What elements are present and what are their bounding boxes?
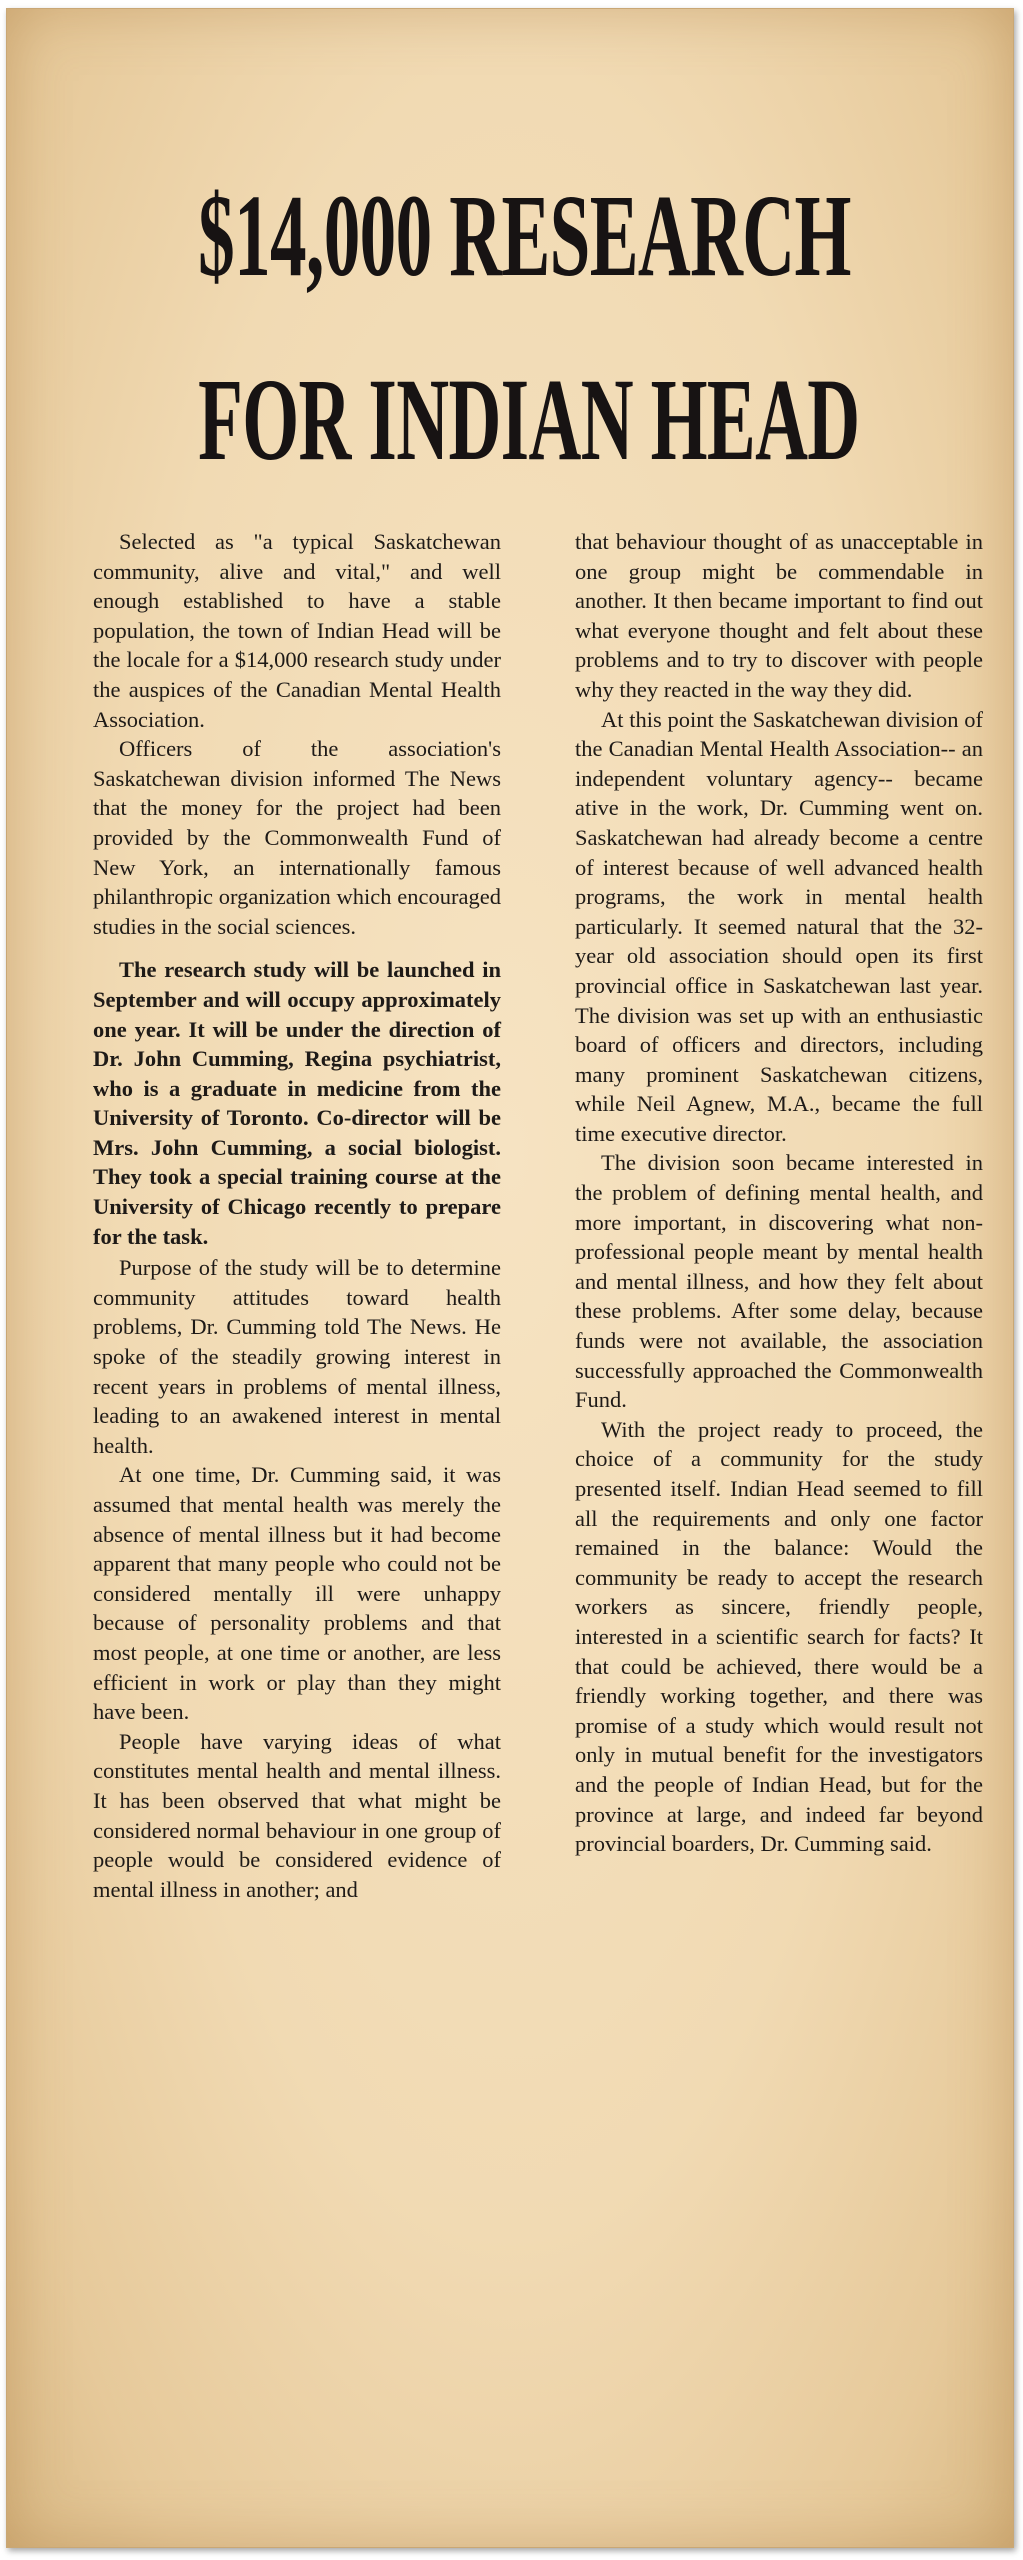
paragraph: Selected as "a typical Saskatchewan community, alive and vital," and well enough established to have a stable population, the town of Indian Head will be the locale for a $14,000 research study under the auspices of the Canadian Mental Health Association.: [93, 529, 501, 732]
article-body: [93, 527, 983, 1904]
paragraph-continued: that behaviour thought of as unacceptable in one group might be commendable in another. It then became important to find out what everyone thought and felt about these problems and to try to discover with people why they reacted in the way they did.: [575, 529, 983, 702]
paragraph: Officers of the association's Saskatchewan division informed The News that the money for the project had been provided by the Commonwealth Fund of New York, an internationally famous philanthropic organization which encouraged studies in the social sciences.: [93, 736, 501, 939]
newspaper-clipping: [6, 8, 1014, 2548]
paragraph: At this point the Saskatchewan division of the Canadian Mental Health Association-- an independent voluntary agency-- became ative in the work, Dr. Cumming went on. Saskatchewan had already become a centre of interest because of well advanced health programs, the work in mental health particularly. It seemed natural that the 32-year old association should open its first provincial office in Saskatchewan last year. The division was set up with an enthusiastic board of officers and directors, including many prominent Saskatchewan citizens, while Neil Agnew, M.A., became the full time executive director.: [575, 706, 983, 1146]
headline-line-2: FOR INDIAN HEAD: [198, 354, 860, 485]
paragraph: At one time, Dr. Cumming said, it was assumed that mental health was merely the absence of mental illness but it had become apparent that many people who could not be considered mentally ill were unhappy because of personality problems and that most people, at one time or another, are less efficient in work or play than they might have been.: [93, 1462, 501, 1725]
bold-paragraph: The research study will be launched in September and will occupy approximately one year. It will be under the direction of Dr. John Cumming, Regina psychiatrist, who is a graduate in medicine from the University of Toronto. Co-director will be Mrs. John Cumming, a social biologist. They took a special training course at the University of Chicago recently to prepare for the task.: [93, 957, 501, 1249]
paragraph: People have varying ideas of what constitutes mental health and mental illness. It has been observed that what might be considered normal behaviour in one group of people would be considered evidence of mental illness in another; and: [93, 1728, 501, 1902]
paragraph: Purpose of the study will be to determine community attitudes toward health problems, Dr. Cumming told The News. He spoke of the steadily growing interest in recent years in problems of mental illness, leading to an awakened interest in mental health.: [93, 1255, 501, 1458]
right-column: [575, 527, 983, 1904]
headline-line-1: $14,000 RESEARCH: [198, 170, 851, 301]
left-column: [93, 527, 501, 1904]
paragraph: The division soon became interested in the problem of defining mental health, and more important, in discovering what non-professional people meant by mental health and mental illness, and how they felt about these problems. After some delay, because funds were not available, the association successfully approached the Commonwealth Fund.: [575, 1150, 983, 1413]
paragraph: With the project ready to proceed, the choice of a community for the study presented itself. Indian Head seemed to fill all the requirements and only one factor remained in the balance: Would the community be ready to accept the research workers as sincere, friendly people, interested in a scientific search for facts? It that could be achieved, there would be a friendly working together, and there was promise of a study which would result not only in mutual benefit for the investigators and the people of Indian Head, but for the province at large, and indeed far beyond provincial boarders, Dr. Cumming said.: [575, 1416, 983, 1857]
